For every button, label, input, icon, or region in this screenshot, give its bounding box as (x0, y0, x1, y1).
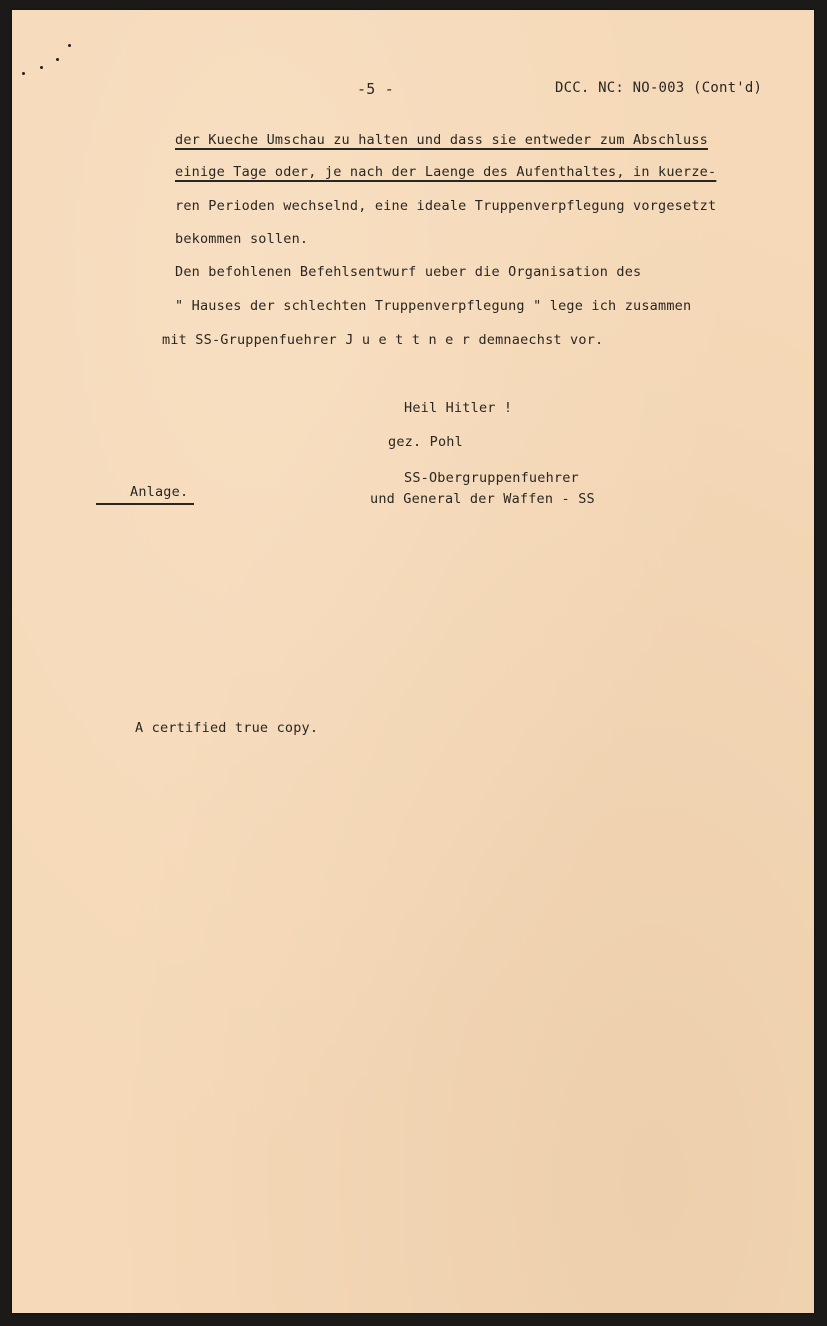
body-line: einige Tage oder, je nach der Laenge des Aufenthaltes, in kuerze- (175, 164, 717, 180)
certification-text: A certified true copy. (135, 720, 319, 736)
body-line: ren Perioden wechselnd, eine ideale Truppenverpflegung vorgesetzt (175, 198, 717, 214)
enclosure-label: Anlage. (130, 484, 189, 500)
body-line: Den befohlenen Befehlsentwurf ueber die Organisation des (175, 264, 642, 280)
ink-mark (68, 44, 71, 47)
signatory-title: SS-Obergruppenfuehrer (404, 470, 579, 486)
body-line: " Hauses der schlechten Truppenverpflegung " lege ich zusammen (175, 298, 692, 314)
enclosure-underline (96, 503, 194, 505)
salutation: Heil Hitler ! (404, 400, 513, 416)
document-page (12, 10, 814, 1313)
body-line: der Kueche Umschau zu halten und dass sie entweder zum Abschluss (175, 132, 708, 148)
body-line: bekommen sollen. (175, 231, 309, 247)
ink-mark (56, 58, 59, 61)
page-number: -5 - (357, 80, 394, 98)
signature-line: gez. Pohl (388, 434, 463, 450)
ink-mark (22, 72, 25, 75)
ink-mark (40, 66, 43, 69)
body-line: mit SS-Gruppenfuehrer J u e t t n e r demnaechst vor. (162, 332, 604, 348)
doc-number: DCC. NC: NO-003 (Cont'd) (555, 80, 763, 96)
signatory-title: und General der Waffen - SS (370, 491, 595, 507)
